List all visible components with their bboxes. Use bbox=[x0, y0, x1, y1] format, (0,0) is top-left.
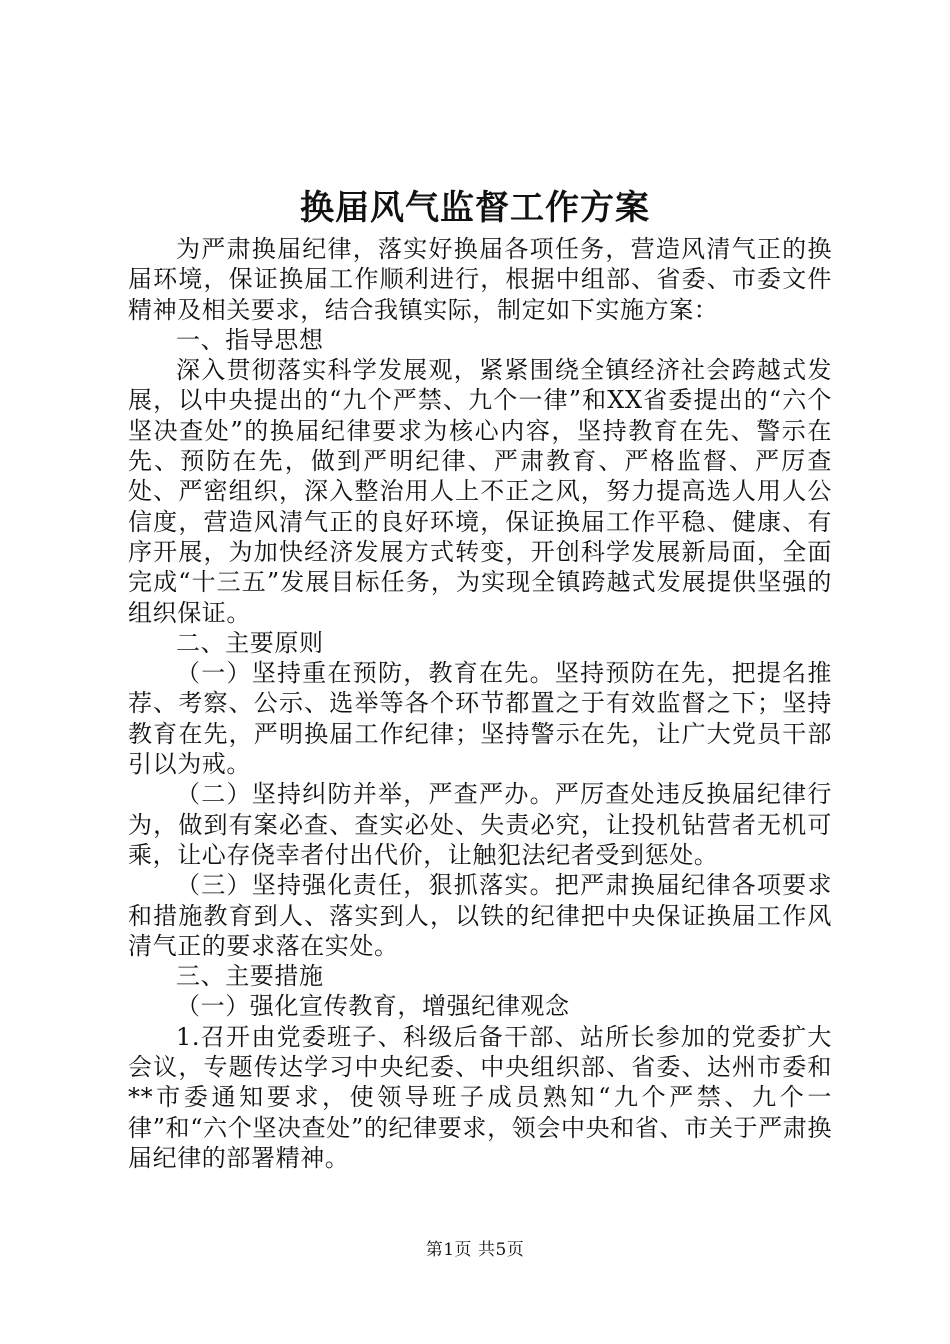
subsection-heading-publicity-education: （一）强化宣传教育，增强纪律观念 bbox=[176, 992, 570, 1021]
guiding-ideology-paragraph: 深入贯彻落实科学发展观，紧紧围绕全镇经济社会跨越式发展，以中央提出的“九个严禁、九个一律”和XX省委提出的“六个坚决查处”的换届纪律要求为核心内容，坚持教育在先、警示在先、预防在先，做到严明纪律、严肃教育、严格监督、严厉查处、严密组织，深入整治用人上不正之风，努力提高选人用人公信度，营造风清气正的良好环境，保证换届工作平稳、健康、有序开展，为加快经济发展方式转变，开创科学发展新局面，全面完成“十三五”发展目标任务，为实现全镇跨越式发展提供坚强的组织保证。 bbox=[128, 356, 832, 627]
section-heading-main-principles: 二、主要原则 bbox=[176, 628, 324, 657]
principle-2-paragraph: （二）坚持纠防并举，严查严办。严厉查处违反换届纪律行为，做到有案必查、查实必处、失责必究，让投机钻营者无机可乘，让心存侥幸者付出代价，让触犯法纪者受到惩处。 bbox=[128, 780, 832, 869]
measure-1-paragraph: 1.召开由党委班子、科级后备干部、站所长参加的党委扩大会议，专题传达学习中央纪委、中央组织部、省委、达州市委和**市委通知要求，使领导班子成员熟知“九个严禁、九个一律”和“六个坚决查处”的纪律要求，领会中央和省、市关于严肃换届纪律的部署精神。 bbox=[128, 1022, 832, 1172]
principle-1-paragraph: （一）坚持重在预防，教育在先。坚持预防在先，把提名推荐、考察、公示、选举等各个环节都置之于有效监督之下；坚持教育在先，严明换届工作纪律；坚持警示在先，让广大党员干部引以为戒。 bbox=[128, 659, 832, 779]
page-footer: 第1页 共5页 bbox=[425, 1240, 525, 1260]
section-heading-main-measures: 三、主要措施 bbox=[176, 962, 324, 991]
intro-paragraph: 为严肃换届纪律，落实好换届各项任务，营造风清气正的换届环境，保证换届工作顺利进行，根据中组部、省委、市委文件精神及相关要求，结合我镇实际，制定如下实施方案： bbox=[128, 235, 832, 324]
document-body bbox=[128, 234, 832, 1173]
section-heading-guiding-ideology: 一、指导思想 bbox=[176, 325, 324, 354]
document-title: 换届风气监督工作方案 bbox=[300, 188, 650, 228]
principle-3-paragraph: （三）坚持强化责任，狠抓落实。把严肃换届纪律各项要求和措施教育到人、落实到人，以铁的纪律把中央保证换届工作风清气正的要求落在实处。 bbox=[128, 871, 832, 960]
